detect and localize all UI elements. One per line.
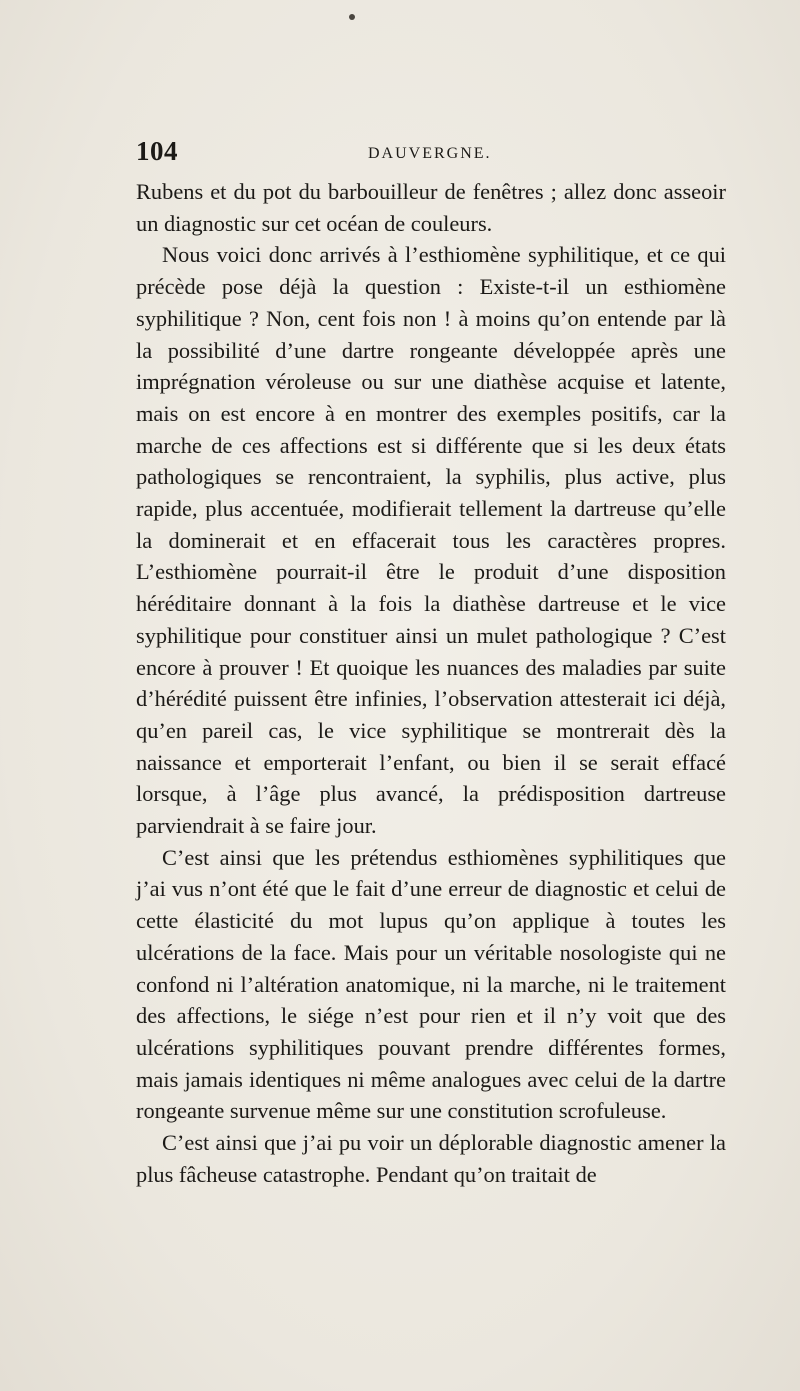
page-header: [136, 136, 726, 172]
paragraph-diagnostic: C’est ainsi que j’ai pu voir un déplorable diagnostic amener la plus fâcheuse catastrophe. Pendant qu’on traitait de: [136, 1130, 726, 1187]
paragraph-continuation: Rubens et du pot du barbouilleur de fenêtres ; allez donc asseoir un diagnostic sur cet océan de couleurs.: [136, 179, 726, 236]
running-head: DAUVERGNE.: [368, 145, 492, 162]
body-text: [136, 176, 726, 1191]
ink-speck: [349, 14, 355, 20]
paragraph-pretendus: C’est ainsi que les prétendus esthiomènes syphilitiques que j’ai vus n’ont été que le fait d’une erreur de diagnostic et celui de cette élasticité du mot lupus qu’on applique à toutes les ulcérations de la face. Mais pour un véritable nosologiste qui ne confond ni l’altération anatomique, ni la marche, ni le traitement des affections, le siége n’est pour rien et il n’y voit que des ulcérations syphilitiques pouvant prendre différentes formes, mais jamais identiques ni même analogues avec celui de la dartre rongeante survenue même sur une constitution scrofuleuse.: [136, 844, 726, 1124]
page-number: 104: [136, 136, 178, 166]
paragraph-esthiomene: Nous voici donc arrivés à l’esthiomène syphilitique, et ce qui précède pose déjà la question : Existe-t-il un esthiomène syphilitique ? Non, cent fois non ! à moins qu’on entende par là la possibilité d’une dartre rongeante développée après une imprégnation véroleuse ou sur une diathèse acquise et latente, mais on est encore à en montrer des exemples positifs, car la marche de ces affections est si différente que si les deux états pathologiques se rencontraient, la syphilis, plus active, plus rapide, plus accentuée, modifierait tellement la dartreuse qu’elle la dominerait et en effacerait tous les caractères propres. L’esthiomène pourrait-il être le produit d’une disposition héréditaire donnant à la fois la diathèse dartreuse et le vice syphilitique pour constituer ainsi un mulet pathologique ? C’est encore à prouver ! Et quoique les nuances des maladies par suite d’hérédité puissent être infinies, l’observation attesterait ici déjà, qu’en pareil cas, le vice syphilitique se montrerait dès la naissance et emporterait l’enfant, ou bien il se serait effacé lorsque, à l’âge plus avancé, la prédisposition dartreuse parviendrait à se faire jour.: [136, 242, 726, 839]
